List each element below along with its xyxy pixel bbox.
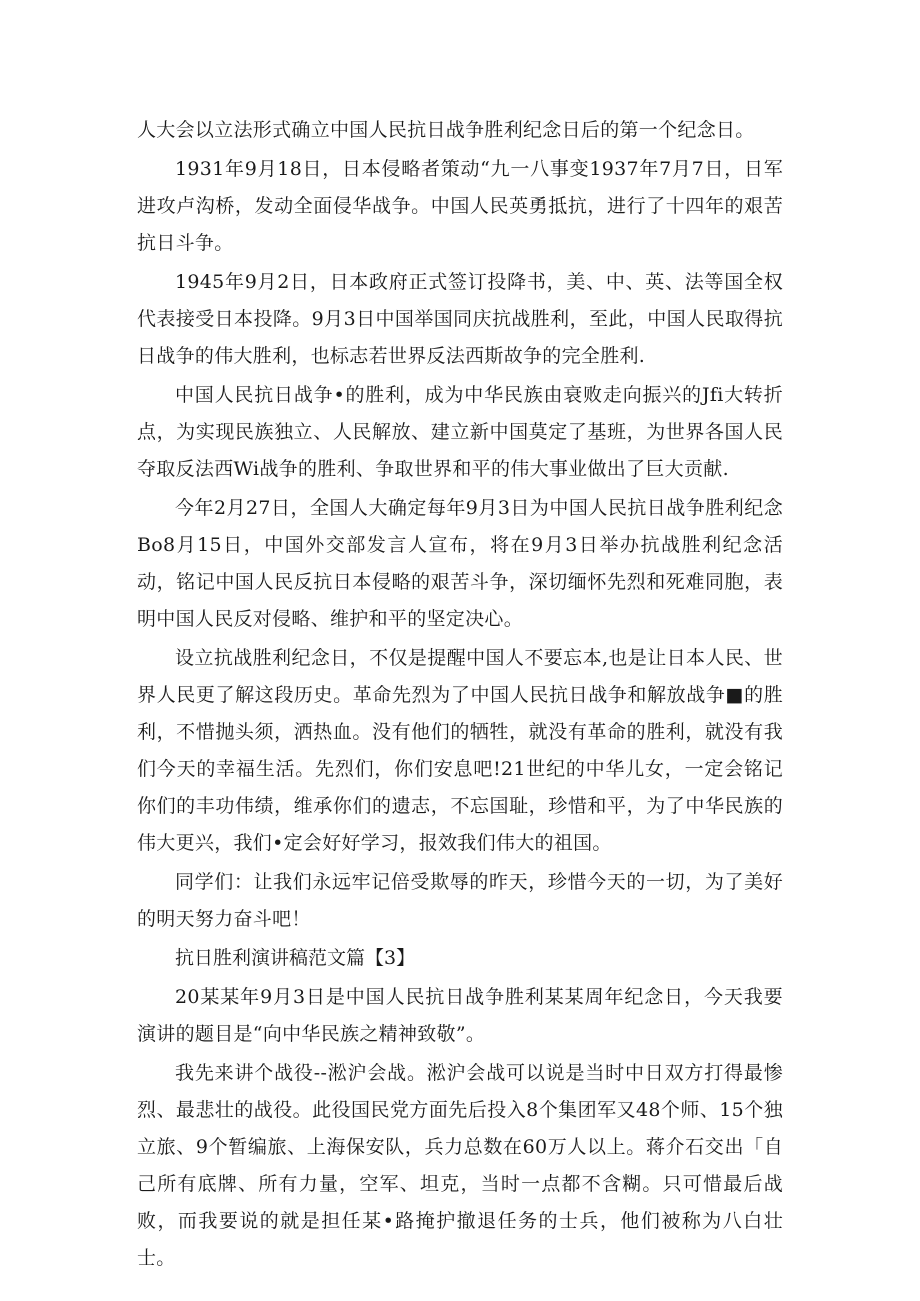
document-page [137, 112, 783, 1279]
paragraph-8: 20某某年9月3日是中国人民抗日战争胜利某某周年纪念日，今天我要演讲的题目是“向中华民族之精神致敬”。 [137, 986, 783, 1045]
paragraph-2: 1931年9月18日，日本侵略者策动“九一八事变1937年7月7日，日军进攻卢沟桥，发动全面侵华战争。中国人民英勇抵抗，进行了十四年的艰苦抗日斗争。 [137, 158, 783, 254]
paragraph-9: 我先来讲个战役--淞沪会战。淞沪会战可以说是当时中日双方打得最惨烈、最悲壮的战役。此役国民党方面先后投入8个集团军又48个师、15个独立旅、9个暂编旅、上海保安队，兵力总数在60万人以上。蒋介石交出「自己所有底牌、所有力量，空军、坦克，当时一点都不含糊。只可惜最后战败，而我要说的就是担任某•路掩护撤退任务的士兵，他们被称为八白壮士。 [137, 1062, 783, 1269]
paragraph-5: 今年2月27日，全国人大确定每年9月3日为中国人民抗日战争胜利纪念Bo8月15日，中国外交部发言人宣布，将在9月3日举办抗战胜利纪念活动，铭记中国人民反抗日本侵略的艰苦斗争，深切缅怀先烈和死难同胞，表明中国人民反对侵略、维护和平的坚定决心。 [137, 497, 783, 630]
paragraph-7: 同学们：让我们永远牢记倍受欺辱的昨天，珍惜今天的一切，为了美好的明天努力奋斗吧！ [137, 871, 783, 930]
paragraph-3: 1945年9月2日，日本政府正式签订投降书，美、中、英、法等国全权代表接受日本投降。9月3日中国举国同庆抗战胜利，至此，中国人民取得抗日战争的伟大胜利，也标志若世界反法西斯故争的完全胜利. [137, 271, 783, 367]
paragraph-4: 中国人民抗日战争•的胜利，成为中华民族由衰败走向振兴的Jfi大转折点，为实现民族独立、人民解放、建立新中国莫定了基班，为世界各国人民夺取反法西Wi战争的胜利、争取世界和平的伟大事业做出了巨大贡献. [137, 384, 783, 480]
section-heading: 抗日胜利演讲稿范文篇【3】 [175, 947, 416, 969]
paragraph-6: 设立抗战胜利纪念日，不仅是提醒中国人不要忘本,也是让日本人民、世界人民更了解这段历史。革命先烈为了中国人民抗日战争和解放战争■的胜利，不惜抛头须，洒热血。没有他们的牺牲，就没有革命的胜利，就没有我们今天的幸福生活。先烈们，你们安息吧!21世纪的中华儿女，一定会铭记你们的丰功伟绩，维承你们的遗志，不忘国耻，珍惜和平，为了中华民族的伟大更兴，我们•定会好好学习，报效我们伟大的祖国。 [137, 647, 783, 854]
paragraph-1: 人大会以立法形式确立中国人民抗日战争胜利纪念日后的第一个纪念日。 [137, 119, 755, 141]
